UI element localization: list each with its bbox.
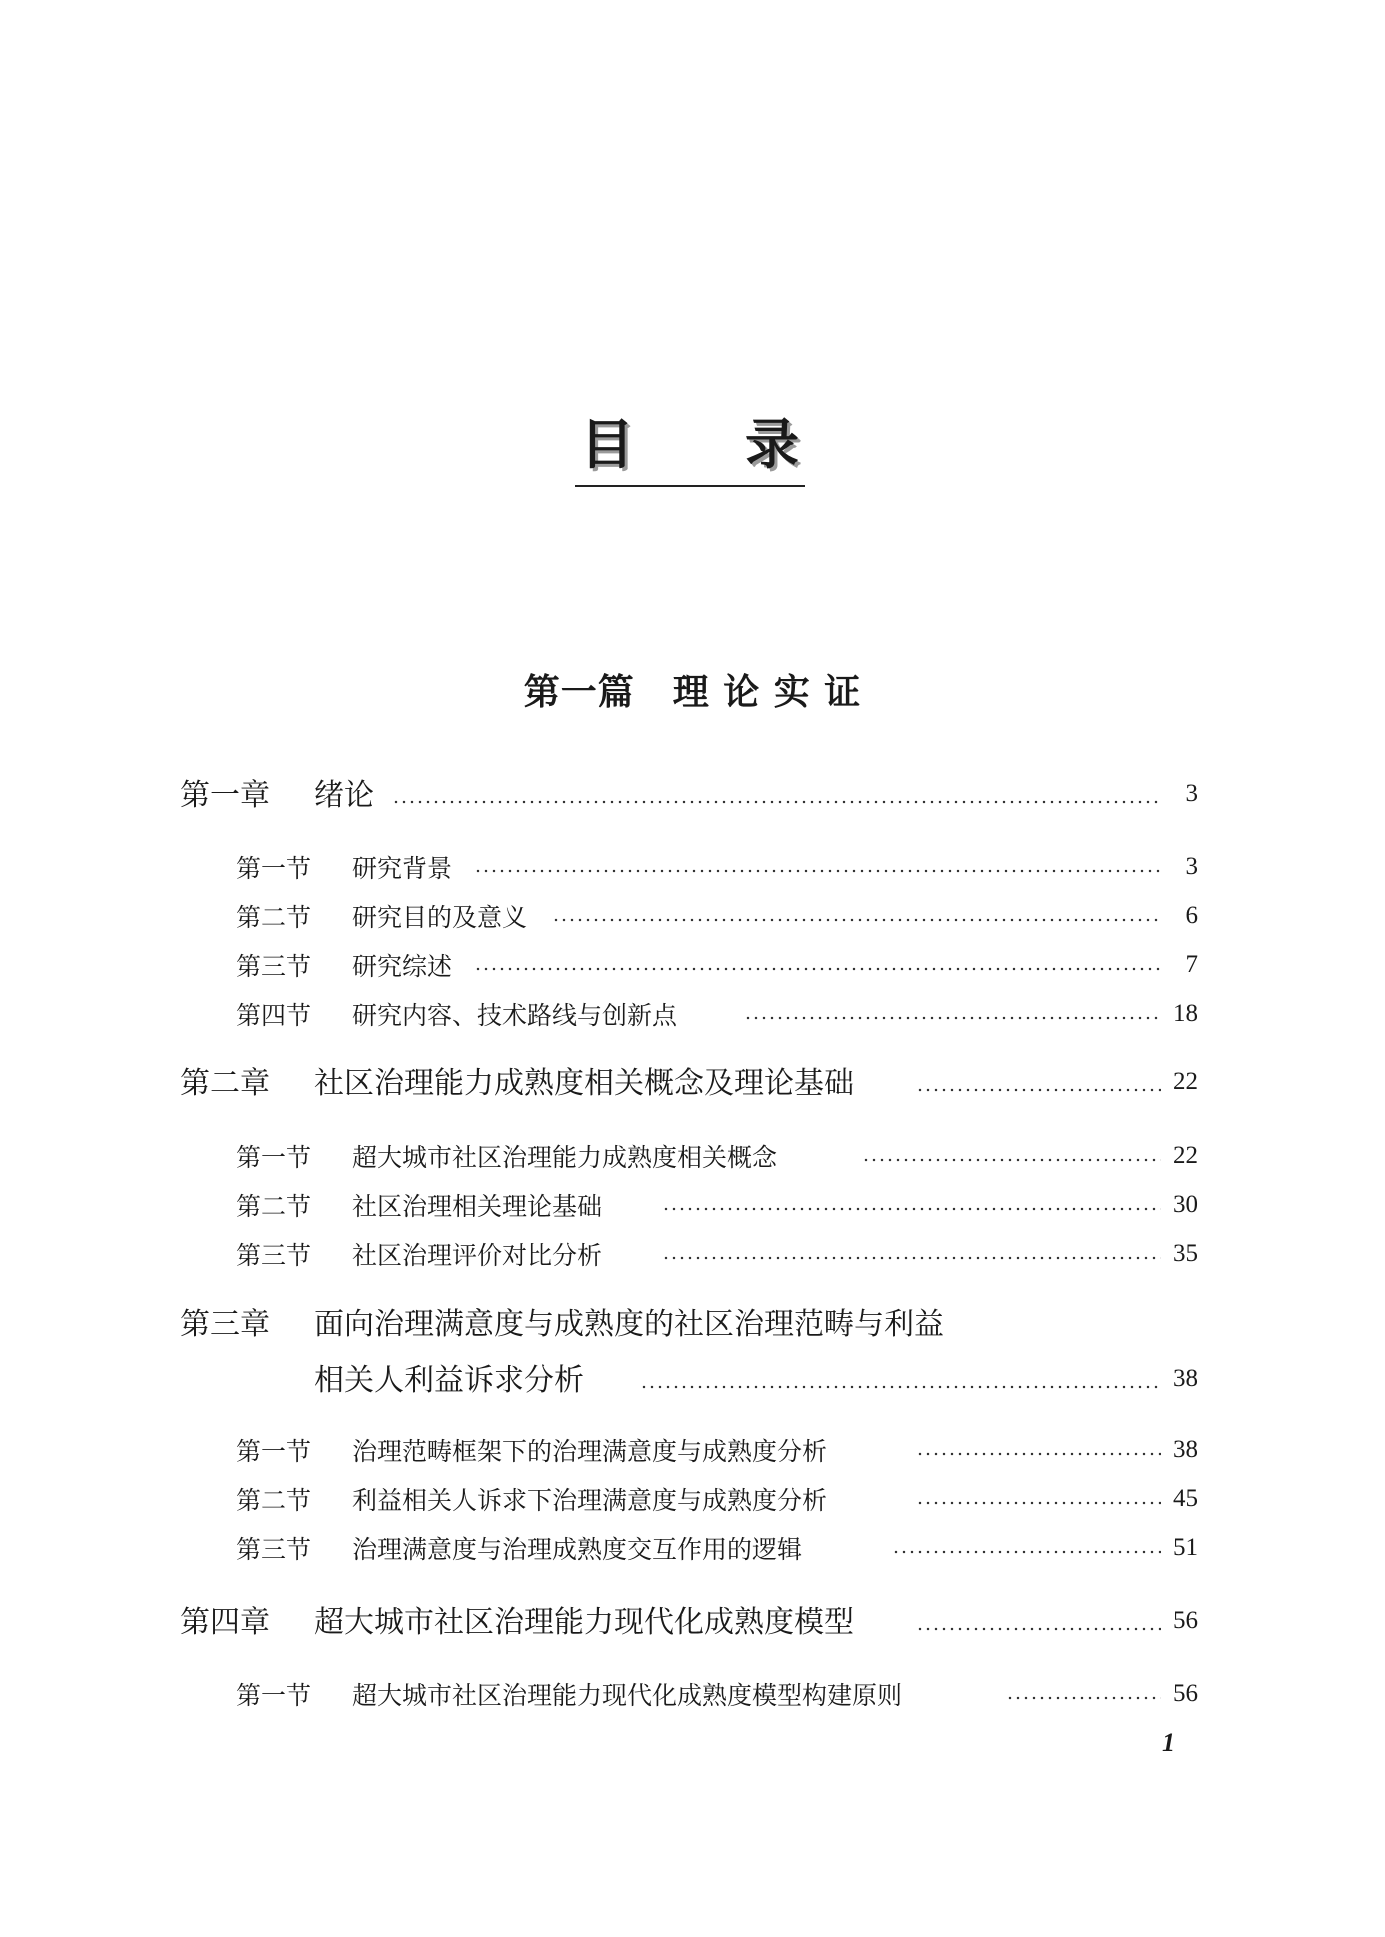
dot-leader (916, 1088, 1161, 1092)
toc-section-4-1[interactable] (0, 1678, 1385, 1718)
chapter-title: 超大城市社区治理能力现代化成熟度模型 (314, 1605, 854, 1640)
chapter-number: 第二章 (180, 1066, 270, 1101)
part-name: 理 论 实 证 (672, 671, 862, 713)
section-number: 第三节 (236, 1241, 312, 1270)
chapter-title: 绪论 (314, 778, 374, 813)
chapter-title-line-2: 相关人利益诉求分析 (314, 1363, 584, 1398)
chapter-number: 第四章 (180, 1605, 270, 1640)
toc-chapter-3[interactable] (0, 1305, 1385, 1405)
dot-leader (662, 1207, 1161, 1211)
section-number: 第一节 (236, 1437, 312, 1466)
toc-chapter-2[interactable] (0, 1064, 1385, 1104)
section-title: 研究目的及意义 (352, 903, 528, 932)
dot-leader (552, 918, 1161, 922)
page-number: 38 (1173, 1436, 1198, 1463)
page-number: 51 (1173, 1534, 1198, 1561)
chapter-title-line-1: 面向治理满意度与成熟度的社区治理范畴与利益 (314, 1307, 944, 1342)
dot-leader (744, 1016, 1161, 1020)
dot-leader (892, 1550, 1161, 1554)
section-number: 第三节 (236, 952, 312, 981)
page-number: 3 (1185, 853, 1198, 880)
chapter-number: 第一章 (180, 778, 270, 813)
section-number: 第四节 (236, 1001, 312, 1030)
section-title: 研究背景 (352, 854, 453, 883)
dot-leader (916, 1501, 1161, 1505)
dot-leader (640, 1385, 1161, 1389)
folio-page-number: 1 (1162, 1728, 1175, 1757)
section-number: 第三节 (236, 1535, 312, 1564)
dot-leader (862, 1158, 1161, 1162)
dot-leader (474, 967, 1161, 971)
toc-section-2-3[interactable] (0, 1238, 1385, 1278)
dot-leader (662, 1256, 1161, 1260)
page-number: 18 (1173, 1000, 1198, 1027)
section-title: 研究综述 (352, 952, 453, 981)
toc-section-1-2[interactable] (0, 900, 1385, 940)
section-title: 研究内容、技术路线与创新点 (352, 1001, 678, 1030)
page-number: 30 (1173, 1191, 1198, 1218)
chapter-title: 社区治理能力成熟度相关概念及理论基础 (314, 1066, 854, 1101)
page-number: 22 (1173, 1142, 1198, 1169)
toc-section-1-4[interactable] (0, 998, 1385, 1038)
toc-chapter-1[interactable] (0, 776, 1385, 816)
page-number: 3 (1185, 780, 1198, 807)
section-title: 社区治理评价对比分析 (352, 1241, 603, 1270)
page-number: 6 (1185, 902, 1198, 929)
dot-leader (916, 1452, 1161, 1456)
toc-section-3-2[interactable] (0, 1483, 1385, 1523)
page-number: 38 (1173, 1365, 1198, 1392)
section-title: 治理范畴框架下的治理满意度与成熟度分析 (352, 1437, 828, 1466)
page-number: 45 (1173, 1485, 1198, 1512)
section-title: 利益相关人诉求下治理满意度与成熟度分析 (352, 1486, 828, 1515)
dot-leader (1006, 1696, 1161, 1700)
toc-section-3-3[interactable] (0, 1532, 1385, 1572)
section-title: 治理满意度与治理成熟度交互作用的逻辑 (352, 1535, 803, 1564)
section-number: 第二节 (236, 903, 312, 932)
toc-section-3-1[interactable] (0, 1434, 1385, 1474)
page-title (575, 410, 805, 487)
section-number: 第一节 (236, 854, 312, 883)
page-number: 22 (1173, 1068, 1198, 1095)
page-number: 7 (1185, 951, 1198, 978)
section-title: 超大城市社区治理能力现代化成熟度模型构建原则 (352, 1681, 903, 1710)
toc-section-2-1[interactable] (0, 1140, 1385, 1180)
page-title-char-2: 录 (745, 413, 799, 476)
dot-leader (474, 869, 1161, 873)
section-number: 第二节 (236, 1192, 312, 1221)
chapter-number: 第三章 (180, 1307, 270, 1342)
section-number: 第二节 (236, 1486, 312, 1515)
section-number: 第一节 (236, 1681, 312, 1710)
page-number: 56 (1173, 1680, 1198, 1707)
dot-leader (916, 1627, 1161, 1631)
dot-leader (392, 800, 1161, 804)
toc-chapter-4[interactable] (0, 1603, 1385, 1643)
toc-section-1-1[interactable] (0, 851, 1385, 891)
section-number: 第一节 (236, 1143, 312, 1172)
page-number: 35 (1173, 1240, 1198, 1267)
part-label: 第一篇 (523, 671, 635, 713)
page-number: 56 (1173, 1607, 1198, 1634)
part-heading (0, 668, 1385, 716)
toc-section-1-3[interactable] (0, 949, 1385, 989)
section-title: 超大城市社区治理能力成熟度相关概念 (352, 1143, 778, 1172)
page-title-char-1: 目 (580, 413, 634, 476)
section-title: 社区治理相关理论基础 (352, 1192, 603, 1221)
toc-section-2-2[interactable] (0, 1189, 1385, 1229)
